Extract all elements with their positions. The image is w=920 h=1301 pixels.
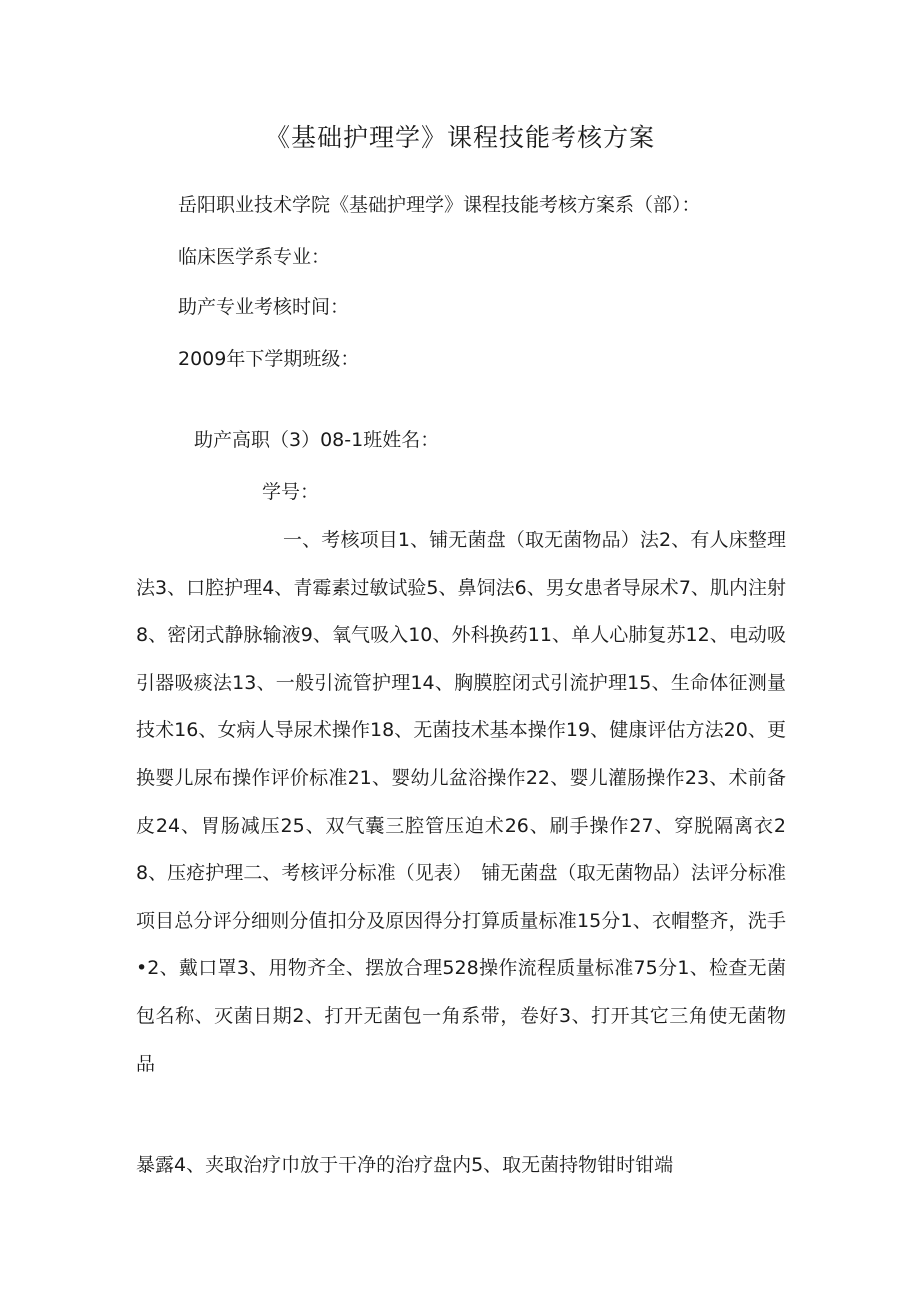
header-line-student-id: 学号： (262, 481, 320, 503)
document-title: 《基础护理学》课程技能考核方案 (264, 123, 655, 152)
body-paragraph: 一、考核项目1、铺无菌盘（取无菌物品）法2、有人床整理法3、口腔护理4、青霉素过敏试验5、鼻饲法6、男女患者导尿术7、肌内注射8、密闭式静脉输液9、氧气吸入10、外科换药11、单人心肺复苏12、电动吸引器吸痰法13、一般引流管护理14、胸膜腔闭式引流护理15、生命体征测量技术16、女病人导尿术操作18、无菌技术基本操作19、健康评估方法20、更换婴儿尿布操作评价标准21、婴幼儿盆浴操作22、婴儿灌肠操作23、术前备皮24、胃肠减压25、双气囊三腔管压迫术26、刷手操作27、穿脱隔离衣28、压疮护理二、考核评分标准（见表） 铺无菌盘（取无菌物品）法评分标准项目总分评分细则分值扣分及原因得分打算质量标准15分1、衣帽整齐，洗手•2、戴口罩3、用物齐全、摆放合理528操作流程质量标准75分1、检查无菌包名称、灭菌日期2、打开无菌包一角系带，卷好3、打开其它三角使无菌物品 (136, 529, 786, 1075)
body-tail-line: 暴露4、夹取治疗巾放于干净的治疗盘内5、取无菌持物钳时钳端 (136, 1154, 674, 1176)
header-line-class: 2009年下学期班级： (178, 348, 360, 370)
header-line-exam-time: 助产专业考核时间： (178, 296, 350, 318)
header-line-department: 岳阳职业技术学院《基础护理学》课程技能考核方案系（部）： (178, 194, 701, 216)
header-line-name: 助产高职（3）08-1班姓名： (194, 429, 440, 451)
header-line-major: 临床医学系专业： (178, 246, 331, 268)
